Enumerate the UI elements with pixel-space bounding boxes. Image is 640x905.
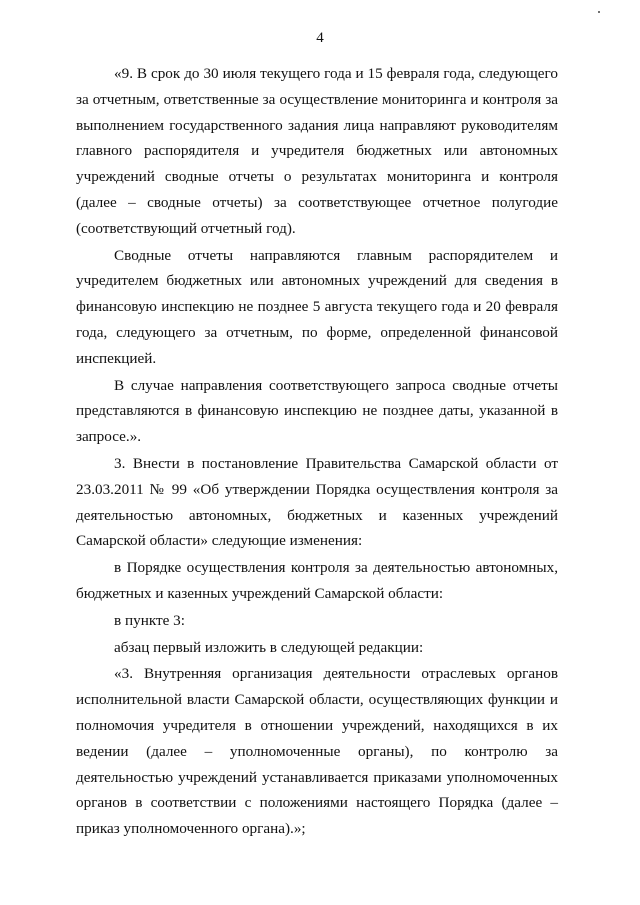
paragraph-in-point-3: в пункте 3:	[114, 611, 185, 629]
paragraph-first-abzac: абзац первый изложить в следующей редакции:	[114, 638, 424, 656]
paragraph-request-case: В случае направления соответствующего запроса сводные отчеты представляются в финансовую инспекцию не позднее даты, указанной в запросе.».	[76, 376, 558, 446]
paragraph-in-procedure: в Порядке осуществления контроля за деятельностью автономных, бюджетных и казенных учреждений Самарской области:	[76, 559, 558, 602]
paragraph-summary-reports: Сводные отчеты направляются главным распорядителем и учредителем бюджетных или автономных учреждений для сведения в финансовую инспекцию не позднее 5 августа текущего года и 20 февраля года, следующего за отчетным, по форме, определенной финансовой инспекцией.	[76, 246, 558, 367]
page-number: 4	[316, 30, 324, 46]
scan-dot-mark	[598, 11, 600, 13]
paragraph-item-9: «9. В срок до 30 июля текущего года и 15 февраля года, следующего за отчетным, ответственные за осуществление мониторинга и контроля за выполнением государственного задания лица направляют руководителям главного распорядителя и учредителя бюджетных или автономных учреждений сводные отчеты о результатах мониторинга и контроля (далее – сводные отчеты) за соответствующее отчетное полугодие (соответствующий отчетный год).	[76, 65, 558, 237]
paragraph-item-3-text: «3. Внутренняя организация деятельности отраслевых органов исполнительной власти Самарской области, осуществляющих функции и полномочия учредителя в отношении учреждений, находящихся в их ведении (далее – уполномоченные органы), по контролю за деятельностью учреждений устанавливается приказами уполномоченных органов в соответствии с положениями настоящего Порядка (далее – приказ уполномоченного органа).»;	[76, 665, 558, 838]
document-body	[76, 61, 558, 842]
paragraph-amendment-3: 3. Внести в постановление Правительства Самарской области от 23.03.2011 № 99 «Об утверждении Порядка осуществления контроля за деятельностью автономных, бюджетных и казенных учреждений Самарской области» следующие изменения:	[76, 454, 558, 550]
